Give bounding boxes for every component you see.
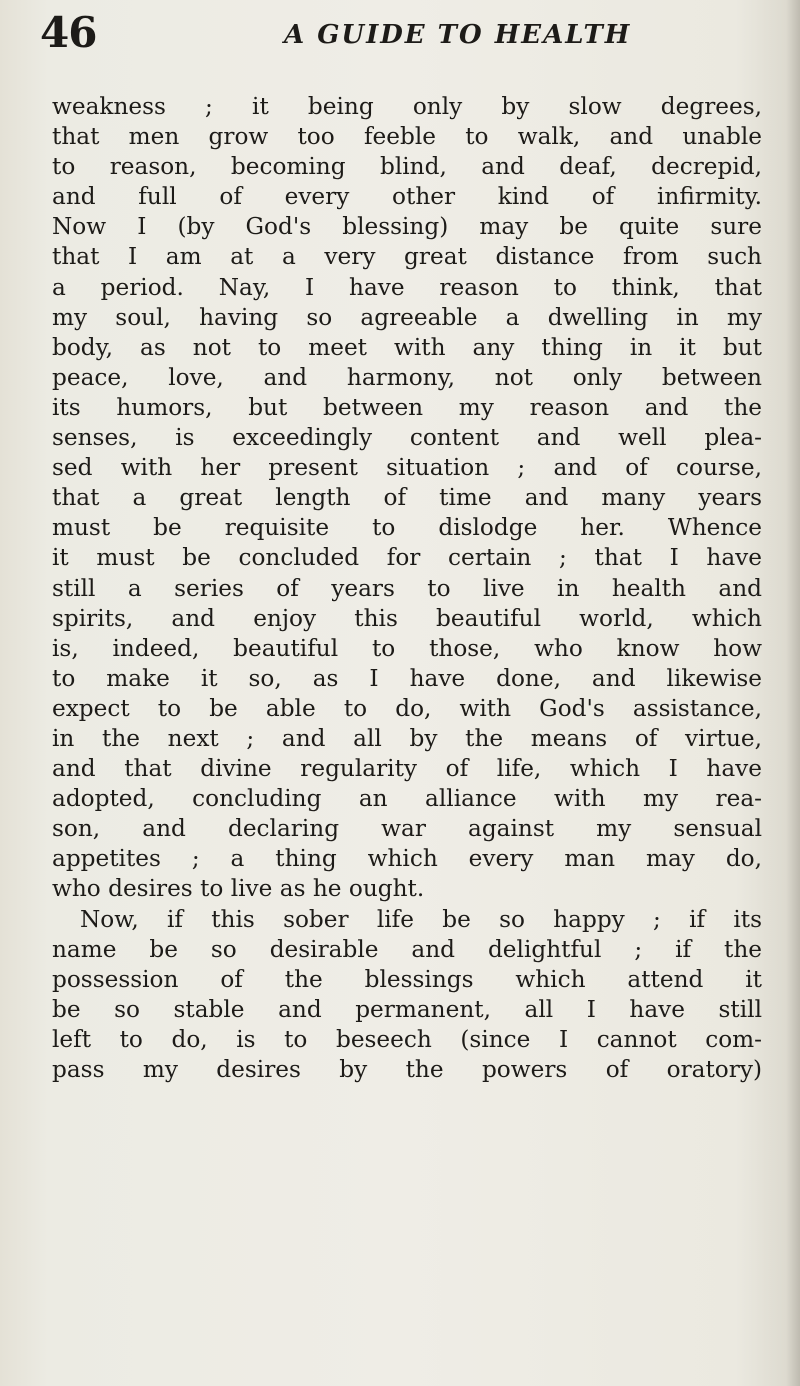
text-line: peace, love, and harmony, not only between — [52, 363, 762, 391]
text-line: is, indeed, beautiful to those, who know how — [52, 634, 762, 662]
text-line: still a series of years to live in health and — [52, 574, 762, 602]
text-line: spirits, and enjoy this beautiful world, which — [52, 604, 762, 632]
text-line: name be so desirable and delightful ; if the — [52, 935, 762, 963]
paragraph — [52, 92, 762, 905]
text-line: possession of the blessings which attend it — [52, 965, 762, 993]
text-line: that men grow too feeble to walk, and unable — [52, 123, 762, 151]
text-line: expect to be able to do, with God's assistance, — [52, 694, 762, 722]
text-line: Now, if this sober life be so happy ; if its — [80, 905, 762, 933]
text-line: a period. Nay, I have reason to think, that — [52, 273, 762, 301]
text-line: to reason, becoming blind, and deaf, decrepid, — [52, 153, 762, 181]
paragraph — [52, 905, 762, 1086]
text-line: to make it so, as I have done, and likewise — [52, 664, 762, 692]
text-line: pass my desires by the powers of oratory) — [52, 1056, 762, 1083]
page-edge-shadow — [786, 0, 800, 1386]
body-text — [52, 92, 762, 1085]
text-line: son, and declaring war against my sensual — [52, 815, 762, 843]
page-header — [40, 8, 760, 68]
text-line: must be requisite to dislodge her. Whence — [52, 514, 762, 542]
text-line: my soul, having so agreeable a dwelling in my — [52, 303, 762, 331]
text-line: be so stable and permanent, all I have still — [52, 995, 762, 1023]
text-line: sed with her present situation ; and of course, — [52, 454, 762, 482]
text-line: and full of every other kind of infirmity. — [52, 183, 762, 211]
text-line: senses, is exceedingly content and well plea- — [52, 424, 762, 452]
running-head: A GUIDE TO HEALTH — [284, 20, 632, 50]
page-number: 46 — [40, 8, 97, 57]
text-line: that a great length of time and many years — [52, 484, 762, 512]
text-line: body, as not to meet with any thing in it but — [52, 333, 762, 361]
text-line: who desires to live as he ought. — [52, 875, 425, 903]
text-line: weakness ; it being only by slow degrees, — [52, 93, 762, 120]
text-line: that I am at a very great distance from such — [52, 243, 762, 271]
text-line: it must be concluded for certain ; that I have — [52, 544, 762, 572]
text-line: left to do, is to beseech (since I cannot com- — [52, 1025, 762, 1053]
text-line: Now I (by God's blessing) may be quite sure — [52, 213, 762, 241]
text-line: and that divine regularity of life, which I have — [52, 755, 762, 783]
text-line: in the next ; and all by the means of virtue, — [52, 724, 762, 752]
text-line: its humors, but between my reason and the — [52, 393, 762, 421]
text-line: adopted, concluding an alliance with my rea- — [52, 785, 762, 813]
text-line: appetites ; a thing which every man may do, — [52, 845, 762, 873]
